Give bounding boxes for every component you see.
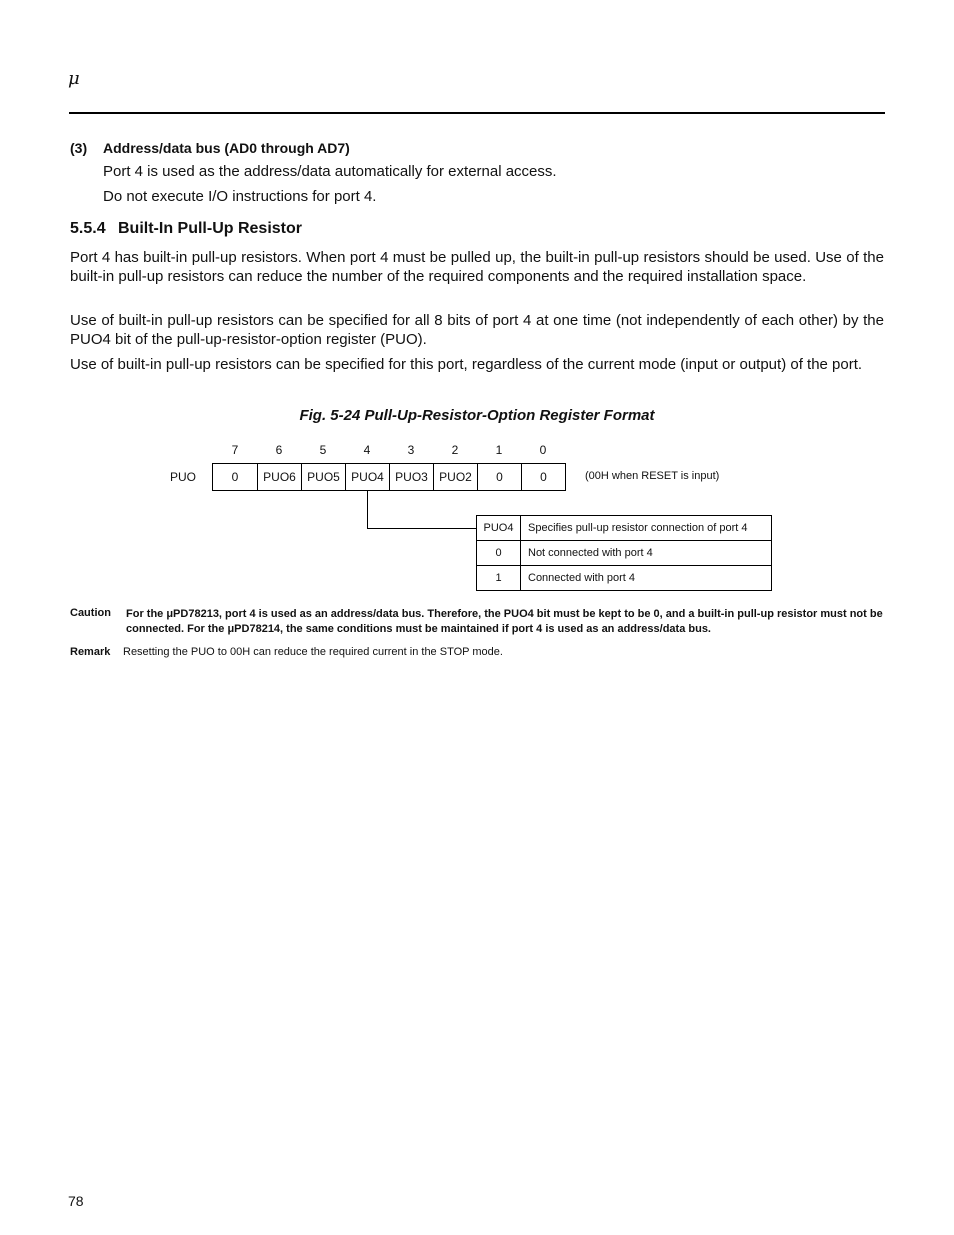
bit-number-1: 1 xyxy=(495,443,503,457)
register-bit-0: 0 xyxy=(521,464,565,490)
register-bit-7: 0 xyxy=(231,470,239,484)
connector-line-horizontal xyxy=(367,528,477,529)
subsection-number: (3) xyxy=(70,140,88,156)
table-row xyxy=(477,541,772,566)
section-heading xyxy=(70,220,302,238)
section-paragraph-1: Port 4 has built-in pull-up resistors. When port 4 must be pulled up, the built-in pull-up resistors should be used. Use of the built-in pull-up resistors can reduce the number of the required components and the required installation space. xyxy=(70,249,884,285)
page-number: 78 xyxy=(68,1193,84,1209)
caution-label: Caution xyxy=(70,607,111,619)
caution-text: For the μPD78213, port 4 is used as an address/data bus. Therefore, the PUO4 bit must be kept to be 0, and a built-in pull-up resistor must not be connected. For the μPD78214, the same conditions must be maintained if port 4 is used as an address/data bus. xyxy=(126,608,883,635)
table-cell-description: Connected with port 4 xyxy=(521,566,772,591)
table-cell-value: 0 xyxy=(477,541,521,566)
bit-number-6: 6 xyxy=(275,443,283,457)
register-bit-3: PUO3 xyxy=(389,464,433,490)
subsection-heading xyxy=(70,140,350,156)
register-bit-4: PUO4 xyxy=(345,464,389,490)
register-bit-5: PUO5 xyxy=(301,464,345,490)
bit-number-4: 4 xyxy=(363,443,371,457)
table-cell-description: Not connected with port 4 xyxy=(521,541,772,566)
register-bit-2: PUO2 xyxy=(433,464,477,490)
section-paragraph-3: Use of built-in pull-up resistors can be specified for this port, regardless of the current mode (input or output) of the port. xyxy=(70,356,863,373)
subsection-line-2: Do not execute I/O instructions for port 4. xyxy=(103,188,377,205)
bit-number-7: 7 xyxy=(231,443,239,457)
connector-line-vertical xyxy=(367,491,368,528)
header-symbol: μ xyxy=(68,68,80,89)
register-bit-row xyxy=(212,463,566,491)
bit-number-2: 2 xyxy=(451,443,459,457)
bit-number-0: 0 xyxy=(539,443,547,457)
register-bit-1: 0 xyxy=(477,464,521,490)
bit-definition-table xyxy=(476,515,772,591)
table-header-description: Specifies pull-up resistor connection of port 4 xyxy=(521,516,772,541)
figure-caption: Fig. 5-24 Pull-Up-Resistor-Option Register Format xyxy=(299,407,655,424)
subsection-title: Address/data bus (AD0 through AD7) xyxy=(103,140,350,156)
section-title: Built-In Pull-Up Resistor xyxy=(118,220,302,237)
table-header-row xyxy=(477,516,772,541)
reset-note: (00H when RESET is input) xyxy=(585,470,720,482)
table-cell-value: 1 xyxy=(477,566,521,591)
remark-label: Remark xyxy=(70,646,111,658)
table-header-bit: PUO4 xyxy=(477,516,521,541)
subsection-line-1: Port 4 is used as the address/data automatically for external access. xyxy=(103,163,557,180)
register-name: PUO xyxy=(170,470,197,484)
table-row xyxy=(477,566,772,591)
bit-number-5: 5 xyxy=(319,443,327,457)
section-number: 5.5.4 xyxy=(70,220,106,237)
register-bit-6: PUO6 xyxy=(257,464,301,490)
bit-number-3: 3 xyxy=(407,443,415,457)
section-paragraph-2: Use of built-in pull-up resistors can be specified for all 8 bits of port 4 at one time (not independently of each other) by the PUO4 bit of the pull-up-resistor-option register (PUO). xyxy=(70,312,884,348)
remark-text: Resetting the PUO to 00H can reduce the required current in the STOP mode. xyxy=(123,646,503,658)
header-rule xyxy=(69,112,885,114)
